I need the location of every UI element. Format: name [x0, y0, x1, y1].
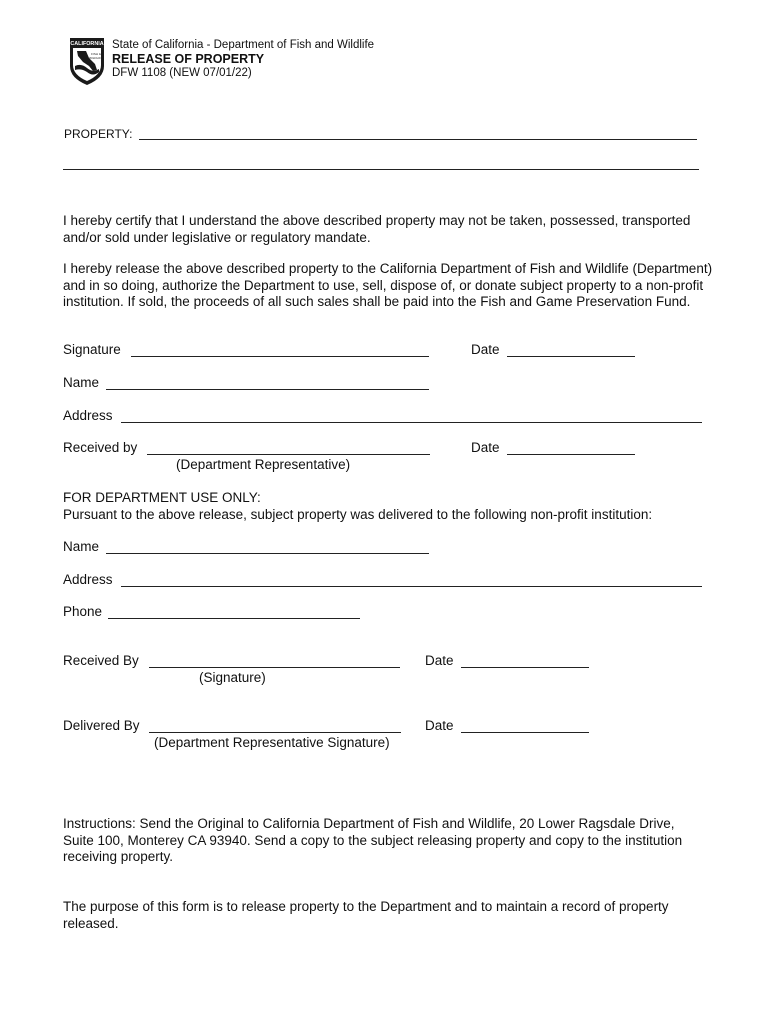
instructions-paragraph: Instructions: Send the Original to California Department of Fish and Wildlife, 20 Lower Ragsdale Drive, Suite 100, Monterey CA 93940. Send a copy to the subject releasing property and copy to the institution receiving property.: [63, 816, 683, 864]
name-label: Name: [63, 375, 100, 390]
form-header: [112, 38, 374, 80]
date-line-1[interactable]: [507, 356, 635, 357]
institution-name-label: Name: [63, 539, 100, 554]
address-line[interactable]: [121, 422, 702, 423]
logo-text-bot: WILDLIFE: [89, 56, 103, 60]
institution-received-by-label: Received By: [63, 653, 139, 668]
property-line-2[interactable]: [63, 169, 699, 170]
date-line-3[interactable]: [461, 667, 589, 668]
property-line-1[interactable]: [139, 139, 697, 140]
department-use-heading: FOR DEPARTMENT USE ONLY:: [63, 490, 261, 505]
delivered-by-line[interactable]: [149, 732, 401, 733]
date-line-2[interactable]: [507, 454, 635, 455]
property-label: PROPERTY:: [64, 127, 133, 141]
institution-address-label: Address: [63, 572, 113, 587]
institution-name-line[interactable]: [106, 553, 429, 554]
institution-phone-label: Phone: [63, 604, 103, 619]
signature-caption: (Signature): [199, 670, 266, 685]
logo-text-top: CALIFORNIA: [70, 41, 104, 47]
name-line[interactable]: [106, 389, 429, 390]
received-by-line[interactable]: [147, 454, 430, 455]
logo-text-mid: FISH &: [91, 52, 101, 56]
date-label-1: Date: [471, 342, 500, 357]
institution-phone-line[interactable]: [108, 618, 360, 619]
california-state-shield-icon: [67, 36, 107, 86]
purpose-paragraph: The purpose of this form is to release property to the Department and to maintain a record of property released.: [63, 899, 669, 931]
address-label: Address: [63, 408, 113, 423]
date-label-4: Date: [425, 718, 454, 733]
date-line-4[interactable]: [461, 732, 589, 733]
department-representative-caption: (Department Representative): [176, 457, 351, 472]
form-code: DFW 1108 (NEW 07/01/22): [112, 67, 252, 79]
signature-label: Signature: [63, 342, 121, 357]
institution-address-line[interactable]: [121, 586, 702, 587]
form-title: RELEASE OF PROPERTY: [112, 52, 265, 66]
certify-paragraph: I hereby certify that I understand the above described property may not be taken, possessed, transported and/or sold under legislative or regulatory mandate.: [63, 213, 691, 245]
received-by-label: Received by: [63, 440, 138, 455]
department-use-intro: Pursuant to the above release, subject property was delivered to the following non-profit institution:: [63, 507, 653, 522]
institution-received-by-line[interactable]: [149, 667, 400, 668]
agency-name: State of California - Department of Fish and Wildlife: [112, 39, 375, 51]
signature-line[interactable]: [131, 356, 429, 357]
date-label-3: Date: [425, 653, 454, 668]
delivered-by-label: Delivered By: [63, 718, 140, 733]
department-representative-signature-caption: (Department Representative Signature): [154, 735, 390, 750]
release-paragraph: I hereby release the above described property to the California Department of Fish and Wildlife (Department) and in so doing, authorize the Department to use, sell, dispose of, or donate subject property to a non-profit institution. If sold, the proceeds of all such sales shall be paid into the Fish and Game Preservation Fund.: [63, 261, 713, 309]
date-label-2: Date: [471, 440, 500, 455]
